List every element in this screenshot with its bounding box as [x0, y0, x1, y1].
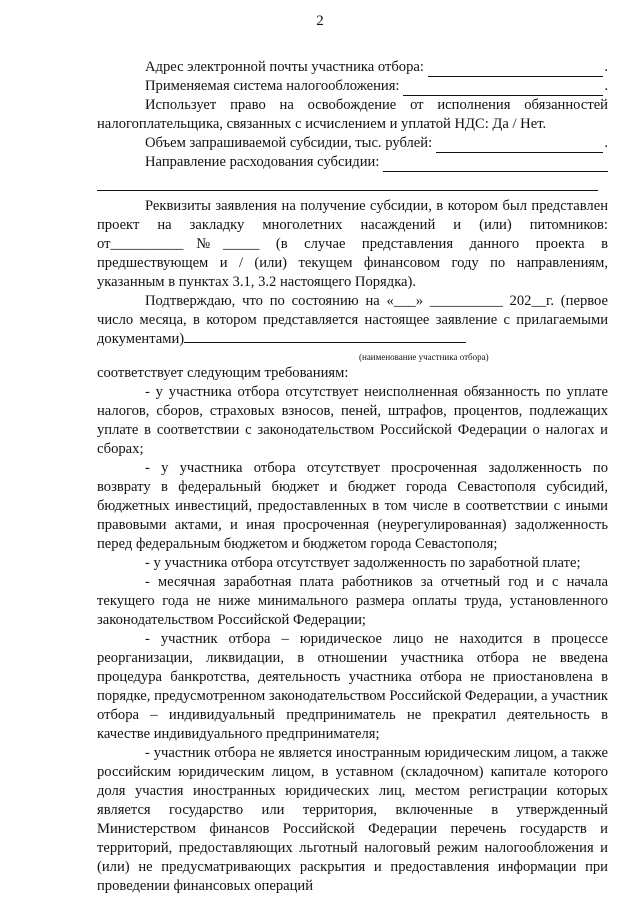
tax-system-field: Применяемая система налогообложения: .	[145, 78, 608, 94]
participant-name-caption: (наименование участника отбора)	[359, 352, 489, 362]
expense-direction-continuation-line	[97, 176, 598, 191]
tax-system-label: Применяемая система налогообложения:	[145, 78, 400, 94]
participant-name-blank	[184, 330, 466, 343]
complies-line: соответствует следующим требованиям:	[97, 365, 349, 381]
expense-direction-field	[97, 153, 608, 172]
confirmation-paragraph: Подтверждаю, что по состоянию на «___» __________ 202__г. (первое число месяца, в котором представляется настоящее заявление с прилагаемыми документами)	[97, 293, 608, 347]
vat-paragraph: Использует право на освобождение от исполнения обязанностей налогоплательщика, связанных с исчислением и уплатой НДС: Да / Нет.	[97, 97, 608, 132]
tax-system-blank	[403, 81, 603, 96]
email-blank	[428, 62, 603, 77]
subsidy-amount-field: Объем запрашиваемой субсидии, тыс. рублей: .	[145, 135, 608, 151]
requirement-item: - у участника отбора отсутствует задолженность по заработной плате;	[145, 555, 581, 571]
page-number: 2	[316, 13, 324, 29]
requirement-item: - месячная заработная плата работников за отчетный год и с начала текущего года не ниже минимального размера оплаты труда, установленного законодательством Российской Федерации;	[97, 574, 608, 628]
requisites-paragraph: Реквизиты заявления на получение субсидии, в котором был представлен проект на закладку многолетних насаждений и (или) питомников: от__________№_____ (в случае представления данного проекта в предшествующем и / (или) текущем финансовом году по направлениям, указанным в пунктах 3.1, 3.2 настоящего Порядка).	[97, 198, 608, 290]
email-label: Адрес электронной почты участника отбора:	[145, 59, 424, 75]
subsidy-amount-label: Объем запрашиваемой субсидии, тыс. рублей:	[145, 135, 433, 151]
expense-direction-blank	[383, 157, 608, 172]
email-field: Адрес электронной почты участника отбора: .	[145, 59, 608, 75]
requirement-item: - участник отбора – юридическое лицо не находится в процессе реорганизации, ликвидации, в отношении участника отбора не введена процедура банкротства, деятельность участника отбора не приостановлена в порядке, предусмотренном законодательством Российской Федерации, а участник отбора – индивидуальный предприниматель не прекратил деятельность в качестве индивидуального предпринимателя;	[97, 631, 608, 742]
expense-direction-label: Направление расходования субсидии:	[145, 154, 380, 170]
subsidy-amount-blank	[436, 138, 603, 153]
requirements-list	[97, 383, 608, 896]
requirement-item: - участник отбора не является иностранным юридическим лицом, а также российским юридическим лицом, в уставном (складочном) капитале которого доля участия иностранных юридических лиц, местом регистрации которых является государство или территория, включенные в утвержденный Министерством финансов Российской Федерации перечень государств и территорий, предоставляющих льготный налоговый режим налогообложения и (или) не предусматривающих раскрытия и предоставления информации при проведении финансовых операций	[97, 745, 608, 894]
document-body	[97, 58, 608, 896]
requirement-item: - у участника отбора отсутствует неисполненная обязанность по уплате налогов, сборов, страховых взносов, пеней, штрафов, процентов, подлежащих уплате в соответствии с законодательством Российской Федерации о налогах и сборах;	[97, 384, 608, 457]
requirement-item: - у участника отбора отсутствует просроченная задолженность по возврату в федеральный бюджет и бюджет города Севастополя субсидий, бюджетных инвестиций, предоставленных в том числе в соответствии с иными правовыми актами, и иная просроченная (неурегулированная) задолженность перед федеральным бюджетом и бюджетом города Севастополя;	[97, 460, 608, 552]
